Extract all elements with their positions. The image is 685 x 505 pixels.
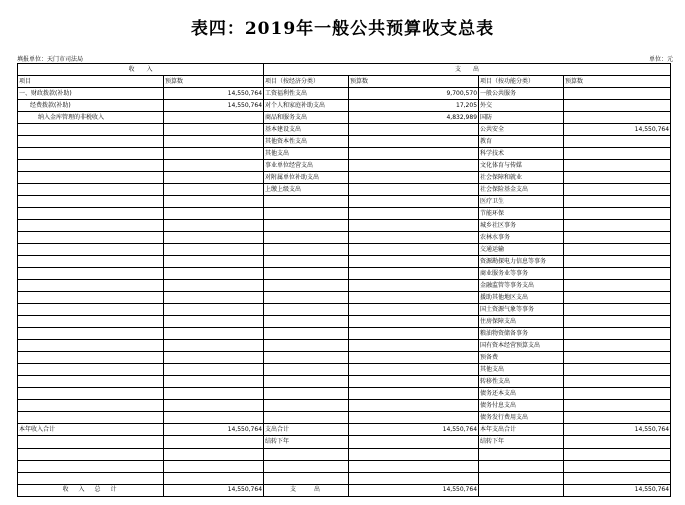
- income-budget-cell: [164, 136, 264, 148]
- func-budget-cell: [564, 244, 671, 256]
- totals-row-cell-2: 14,550,764: [164, 424, 264, 436]
- econ-budget-cell: 9,700,570: [349, 88, 479, 100]
- econ-budget-cell: [349, 316, 479, 328]
- income-budget-cell: 14,550,764: [164, 88, 264, 100]
- table-row: [18, 160, 671, 172]
- income-budget-cell: [164, 304, 264, 316]
- income-budget-cell: [164, 172, 264, 184]
- econ-item-cell: [264, 244, 349, 256]
- table-row: [18, 412, 671, 424]
- table-row: [18, 124, 671, 136]
- econ-item-cell: [264, 400, 349, 412]
- func-item-cell: 农林水事务: [479, 232, 564, 244]
- econ-budget-cell: [349, 184, 479, 196]
- col-header-func-item: 项目（按功能分类）: [479, 76, 564, 88]
- econ-budget-cell: [349, 376, 479, 388]
- econ-budget-cell: [349, 160, 479, 172]
- empty-row-cell-6: [564, 460, 671, 472]
- func-budget-cell: [564, 208, 671, 220]
- table-row: [18, 280, 671, 292]
- func-budget-cell: [564, 280, 671, 292]
- income-budget-cell: [164, 124, 264, 136]
- func-budget-cell: [564, 352, 671, 364]
- table-row: [18, 340, 671, 352]
- func-budget-cell: [564, 88, 671, 100]
- func-budget-cell: [564, 304, 671, 316]
- econ-item-cell: [264, 328, 349, 340]
- func-item-cell: 节能环保: [479, 208, 564, 220]
- econ-budget-cell: [349, 352, 479, 364]
- income-item-cell: [18, 280, 164, 292]
- empty-row-cell-4: [349, 448, 479, 460]
- income-budget-cell: [164, 340, 264, 352]
- econ-item-cell: 商品和服务支出: [264, 112, 349, 124]
- income-item-cell: 一、财政拨款(补助): [18, 88, 164, 100]
- income-item-cell: [18, 196, 164, 208]
- econ-item-cell: [264, 292, 349, 304]
- func-item-cell: 一般公共服务: [479, 88, 564, 100]
- income-budget-cell: [164, 256, 264, 268]
- func-item-cell: 社会保险基金支出: [479, 184, 564, 196]
- expense-section-header: 支 出: [264, 64, 671, 76]
- empty-row-cell-2: [164, 472, 264, 484]
- totals-row-cell-1: 本年收入合计: [18, 424, 164, 436]
- table-row: [18, 88, 671, 100]
- func-budget-cell: [564, 100, 671, 112]
- totals-row: [18, 424, 671, 436]
- table-row: [18, 244, 671, 256]
- table-row: [18, 388, 671, 400]
- econ-budget-cell: [349, 244, 479, 256]
- income-item-cell: [18, 328, 164, 340]
- func-budget-cell: [564, 172, 671, 184]
- econ-budget-cell: [349, 304, 479, 316]
- table-row: [18, 376, 671, 388]
- carry-over-row-cell-2: [164, 436, 264, 448]
- grand-total-row-cell-2: 14,550,764: [164, 484, 264, 496]
- col-header-budget: 预算数: [164, 76, 264, 88]
- func-item-cell: 国土资源气象等事务: [479, 304, 564, 316]
- func-item-cell: 医疗卫生: [479, 196, 564, 208]
- econ-budget-cell: [349, 136, 479, 148]
- grand-total-row-cell-6: 14,550,764: [564, 484, 671, 496]
- econ-budget-cell: [349, 220, 479, 232]
- empty-row-cell-2: [164, 460, 264, 472]
- func-item-cell: 粮油物资储备事务: [479, 328, 564, 340]
- table-row: [18, 292, 671, 304]
- func-budget-cell: [564, 364, 671, 376]
- col-header-econ-item: 项目（按经济分类）: [264, 76, 349, 88]
- income-budget-cell: [164, 388, 264, 400]
- income-item-cell: [18, 184, 164, 196]
- func-budget-cell: [564, 196, 671, 208]
- income-budget-cell: [164, 160, 264, 172]
- econ-item-cell: [264, 232, 349, 244]
- table-row: [18, 208, 671, 220]
- econ-budget-cell: [349, 328, 479, 340]
- income-item-cell: [18, 172, 164, 184]
- income-budget-cell: [164, 412, 264, 424]
- income-budget-cell: [164, 244, 264, 256]
- empty-row: [18, 460, 671, 472]
- table-row: [18, 184, 671, 196]
- reporting-unit: 填报单位：天门市司法局: [17, 56, 84, 63]
- econ-item-cell: 对个人和家庭补助支出: [264, 100, 349, 112]
- carry-over-row-cell-6: [564, 436, 671, 448]
- income-item-cell: [18, 340, 164, 352]
- empty-row: [18, 472, 671, 484]
- grand-total-row-cell-1: 收 入 总 计: [18, 484, 164, 496]
- grand-total-row-cell-4: 14,550,764: [349, 484, 479, 496]
- table-row: [18, 400, 671, 412]
- func-item-cell: 外交: [479, 100, 564, 112]
- income-item-cell: [18, 232, 164, 244]
- carry-over-row: [18, 436, 671, 448]
- func-item-cell: 国防: [479, 112, 564, 124]
- func-budget-cell: [564, 112, 671, 124]
- econ-item-cell: [264, 316, 349, 328]
- econ-item-cell: [264, 376, 349, 388]
- income-item-cell: [18, 412, 164, 424]
- income-budget-cell: [164, 268, 264, 280]
- econ-budget-cell: [349, 232, 479, 244]
- income-item-cell: [18, 304, 164, 316]
- empty-row-cell-6: [564, 448, 671, 460]
- func-item-cell: 公共安全: [479, 124, 564, 136]
- table-row: [18, 364, 671, 376]
- func-item-cell: 科学技术: [479, 148, 564, 160]
- totals-row-cell-6: 14,550,764: [564, 424, 671, 436]
- income-budget-cell: [164, 184, 264, 196]
- func-item-cell: 城乡社区事务: [479, 220, 564, 232]
- econ-budget-cell: [349, 172, 479, 184]
- budget-table: [17, 63, 671, 497]
- econ-item-cell: [264, 208, 349, 220]
- empty-row-cell-2: [164, 448, 264, 460]
- grand-total-row: [18, 484, 671, 496]
- econ-budget-cell: [349, 268, 479, 280]
- func-item-cell: 教育: [479, 136, 564, 148]
- func-budget-cell: [564, 400, 671, 412]
- empty-row: [18, 448, 671, 460]
- page-title: 表四：2019年一般公共预算收支总表: [190, 19, 495, 39]
- empty-row-cell-4: [349, 460, 479, 472]
- table-row: [18, 268, 671, 280]
- carry-over-row-cell-3: 结转下年: [264, 436, 349, 448]
- econ-budget-cell: [349, 364, 479, 376]
- column-header-row: [18, 76, 671, 88]
- econ-item-cell: [264, 256, 349, 268]
- econ-budget-cell: [349, 388, 479, 400]
- col-header-econ-budget: 预算数: [349, 76, 479, 88]
- func-budget-cell: [564, 220, 671, 232]
- income-item-cell: [18, 124, 164, 136]
- empty-row-cell-5: [479, 460, 564, 472]
- econ-budget-cell: 4,832,989: [349, 112, 479, 124]
- income-item-cell: [18, 352, 164, 364]
- func-item-cell: 预备费: [479, 352, 564, 364]
- income-budget-cell: [164, 364, 264, 376]
- empty-row-cell-1: [18, 460, 164, 472]
- col-header-func-budget: 预算数: [564, 76, 671, 88]
- empty-row-cell-5: [479, 448, 564, 460]
- table-row: [18, 172, 671, 184]
- carry-over-row-cell-5: 结转下年: [479, 436, 564, 448]
- currency-unit: 单位：元: [648, 56, 673, 63]
- table-row: [18, 136, 671, 148]
- income-item-cell: [18, 136, 164, 148]
- table-row: [18, 220, 671, 232]
- income-budget-cell: [164, 280, 264, 292]
- income-budget-cell: [164, 208, 264, 220]
- income-budget-cell: [164, 400, 264, 412]
- func-item-cell: 债务还本支出: [479, 388, 564, 400]
- func-item-cell: 其他支出: [479, 364, 564, 376]
- income-budget-cell: 14,550,764: [164, 100, 264, 112]
- table-row: [18, 256, 671, 268]
- empty-row-cell-6: [564, 472, 671, 484]
- econ-item-cell: 上缴上级支出: [264, 184, 349, 196]
- func-budget-cell: [564, 328, 671, 340]
- func-budget-cell: [564, 232, 671, 244]
- carry-over-row-cell-1: [18, 436, 164, 448]
- income-item-cell: [18, 160, 164, 172]
- income-item-cell: [18, 292, 164, 304]
- income-item-cell: [18, 148, 164, 160]
- econ-budget-cell: [349, 292, 479, 304]
- func-item-cell: 金融监管等事务支出: [479, 280, 564, 292]
- empty-row-cell-1: [18, 472, 164, 484]
- income-item-cell: [18, 364, 164, 376]
- econ-item-cell: [264, 304, 349, 316]
- income-item-cell: [18, 244, 164, 256]
- totals-row-cell-4: 14,550,764: [349, 424, 479, 436]
- income-budget-cell: [164, 316, 264, 328]
- econ-item-cell: 对附属单位补助支出: [264, 172, 349, 184]
- func-budget-cell: [564, 136, 671, 148]
- func-budget-cell: [564, 160, 671, 172]
- func-budget-cell: [564, 268, 671, 280]
- empty-row-cell-1: [18, 448, 164, 460]
- income-section-header: 收 入: [18, 64, 264, 76]
- table-row: [18, 148, 671, 160]
- grand-total-row-cell-3: 支 出: [264, 484, 349, 496]
- empty-row-cell-4: [349, 472, 479, 484]
- income-budget-cell: [164, 112, 264, 124]
- table-row: [18, 328, 671, 340]
- func-item-cell: 文化体育与传媒: [479, 160, 564, 172]
- econ-budget-cell: [349, 256, 479, 268]
- func-budget-cell: [564, 412, 671, 424]
- empty-row-cell-3: [264, 472, 349, 484]
- econ-budget-cell: [349, 148, 479, 160]
- func-item-cell: 援助其他地区支出: [479, 292, 564, 304]
- func-budget-cell: [564, 148, 671, 160]
- econ-budget-cell: [349, 280, 479, 292]
- econ-item-cell: 工资福利性支出: [264, 88, 349, 100]
- carry-over-row-cell-4: [349, 436, 479, 448]
- func-item-cell: 社会保障和就业: [479, 172, 564, 184]
- econ-item-cell: [264, 280, 349, 292]
- income-item-cell: 纳入金库管理的非税收入: [18, 112, 164, 124]
- empty-row-cell-3: [264, 460, 349, 472]
- table-row: [18, 196, 671, 208]
- income-budget-cell: [164, 196, 264, 208]
- econ-item-cell: [264, 196, 349, 208]
- col-header-item: 项目: [18, 76, 164, 88]
- section-header-row: [18, 64, 671, 76]
- income-budget-cell: [164, 352, 264, 364]
- table-row: [18, 352, 671, 364]
- econ-item-cell: [264, 352, 349, 364]
- func-item-cell: 转移性支出: [479, 376, 564, 388]
- func-budget-cell: [564, 256, 671, 268]
- econ-item-cell: 其他支出: [264, 148, 349, 160]
- income-item-cell: [18, 400, 164, 412]
- income-item-cell: 经费拨款(补助): [18, 100, 164, 112]
- income-budget-cell: [164, 220, 264, 232]
- income-budget-cell: [164, 292, 264, 304]
- econ-budget-cell: [349, 208, 479, 220]
- func-budget-cell: 14,550,764: [564, 124, 671, 136]
- income-budget-cell: [164, 148, 264, 160]
- econ-item-cell: [264, 340, 349, 352]
- econ-item-cell: [264, 388, 349, 400]
- grand-total-row-cell-5: [479, 484, 564, 496]
- income-item-cell: [18, 376, 164, 388]
- income-item-cell: [18, 388, 164, 400]
- func-item-cell: 国有资本经营预算支出: [479, 340, 564, 352]
- econ-budget-cell: [349, 124, 479, 136]
- func-item-cell: 住房保障支出: [479, 316, 564, 328]
- income-item-cell: [18, 256, 164, 268]
- func-item-cell: 债务发行费用支出: [479, 412, 564, 424]
- income-item-cell: [18, 268, 164, 280]
- income-item-cell: [18, 316, 164, 328]
- econ-item-cell: 其他资本性支出: [264, 136, 349, 148]
- income-budget-cell: [164, 232, 264, 244]
- income-budget-cell: [164, 328, 264, 340]
- func-budget-cell: [564, 316, 671, 328]
- func-budget-cell: [564, 388, 671, 400]
- table-row: [18, 112, 671, 124]
- func-item-cell: 债务付息支出: [479, 400, 564, 412]
- empty-row-cell-5: [479, 472, 564, 484]
- econ-budget-cell: [349, 412, 479, 424]
- income-item-cell: [18, 208, 164, 220]
- income-item-cell: [18, 220, 164, 232]
- econ-item-cell: [264, 268, 349, 280]
- table-row: [18, 100, 671, 112]
- func-item-cell: 交通运输: [479, 244, 564, 256]
- func-budget-cell: [564, 376, 671, 388]
- totals-row-cell-5: 本年支出合计: [479, 424, 564, 436]
- econ-budget-cell: 17,205: [349, 100, 479, 112]
- totals-row-cell-3: 支出合计: [264, 424, 349, 436]
- econ-budget-cell: [349, 340, 479, 352]
- econ-item-cell: [264, 364, 349, 376]
- func-item-cell: 商业服务业等事务: [479, 268, 564, 280]
- econ-item-cell: 事业单位经营支出: [264, 160, 349, 172]
- table-row: [18, 316, 671, 328]
- func-budget-cell: [564, 340, 671, 352]
- func-budget-cell: [564, 292, 671, 304]
- table-row: [18, 304, 671, 316]
- income-budget-cell: [164, 376, 264, 388]
- func-item-cell: 资源勘探电力信息等事务: [479, 256, 564, 268]
- econ-budget-cell: [349, 400, 479, 412]
- econ-item-cell: [264, 220, 349, 232]
- func-budget-cell: [564, 184, 671, 196]
- empty-row-cell-3: [264, 448, 349, 460]
- table-row: [18, 232, 671, 244]
- econ-item-cell: 基本建设支出: [264, 124, 349, 136]
- econ-budget-cell: [349, 196, 479, 208]
- econ-item-cell: [264, 412, 349, 424]
